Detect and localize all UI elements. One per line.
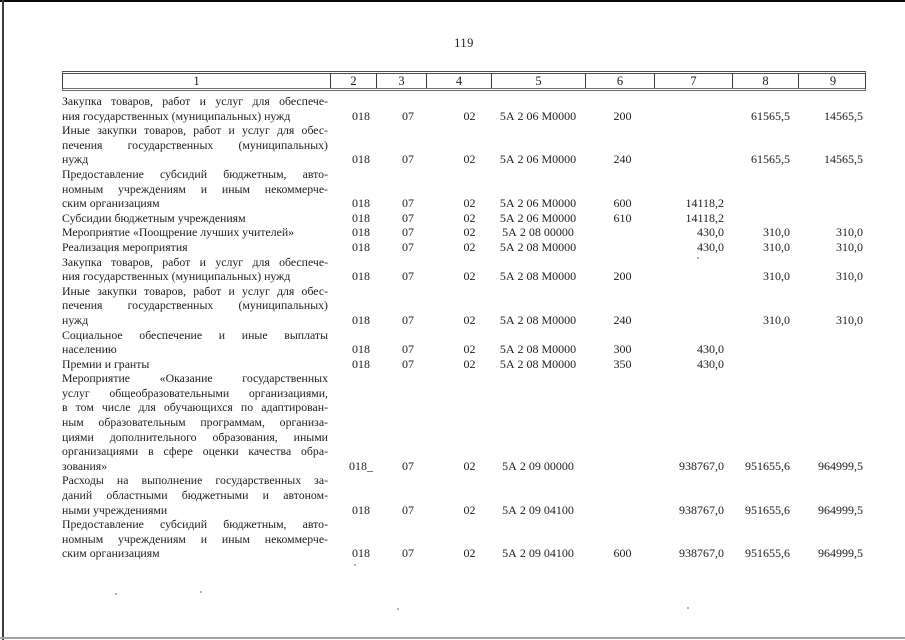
cell-c2: 018 [352, 108, 370, 123]
cell-c3: 07 [402, 342, 414, 357]
cell-c7: 430,0 [697, 225, 724, 240]
scan-speck [687, 607, 689, 609]
cell-c6: 200 [613, 269, 632, 284]
description-line: номным учреждениям и иным некоммерче- [62, 181, 328, 196]
header-cell-9: 9 [829, 74, 837, 88]
cell-c5: 5А 2 08 М0000 [499, 342, 577, 357]
header-cell-3: 3 [377, 74, 427, 88]
cell-description [62, 94, 330, 123]
description-line: Реализация мероприятия [62, 239, 188, 254]
header-cell-1: 1 [63, 74, 331, 88]
table-row [62, 284, 866, 328]
cell-c2: 018 [352, 210, 370, 225]
cell-c3: 07 [402, 225, 414, 240]
description-line: ными учреждениями [62, 502, 168, 517]
description-line: нужд [62, 312, 89, 327]
cell-c8: 310,0 [763, 239, 790, 254]
description-line: Расходы на выполнение государственных за- [62, 473, 328, 488]
description-line: ским организациям [62, 196, 160, 211]
cell-description [62, 240, 330, 255]
cell-c2: 018 [352, 356, 370, 371]
cell-c6: 350 [613, 356, 632, 371]
description-line: циями дополнительного образования, иными [62, 429, 328, 444]
description-line: нужд [62, 152, 89, 167]
page-number: 119 [454, 36, 474, 50]
cell-c4: 02 [463, 210, 476, 225]
cell-c8: 951655,6 [745, 458, 790, 473]
cell-c2: 018 [352, 152, 370, 167]
cell-description [62, 284, 330, 328]
cell-c9: 310,0 [836, 312, 863, 327]
cell-c3: 07 [402, 210, 414, 225]
cell-c9: 310,0 [836, 239, 863, 254]
cell-description [62, 167, 330, 211]
cell-c7: 938767,0 [679, 546, 724, 561]
scan-edge-left [2, 0, 4, 640]
cell-c2: 018 [352, 312, 370, 327]
scan-edge-top [0, 0, 905, 2]
table-row [62, 517, 866, 561]
cell-c6: 600 [613, 546, 632, 561]
description-line: Мероприятие «Поощрение лучших учителей» [62, 225, 295, 240]
scan-edge-bottom [0, 637, 905, 639]
cell-c3: 07 [402, 312, 414, 327]
description-line: зования» [62, 458, 108, 473]
scan-speck [697, 257, 699, 259]
cell-c9: 310,0 [836, 269, 863, 284]
description-line: Субсидии бюджетным учреждениям [62, 210, 246, 225]
cell-c9: 964999,5 [818, 458, 863, 473]
cell-c4: 02 [463, 342, 476, 357]
header-cell-5: 5 [492, 74, 586, 88]
description-line: номным учреждениям и иным некоммерче- [62, 531, 328, 546]
cell-c2: 018 [352, 546, 370, 561]
description-line: Социальное обеспечение и иные выплаты [62, 327, 328, 342]
budget-table [62, 71, 866, 561]
cell-c5: 5А 2 06 М0000 [499, 196, 577, 211]
cell-description [62, 371, 330, 473]
cell-c6: 610 [613, 210, 632, 225]
cell-c5: 5А 2 08 М0000 [499, 269, 577, 284]
cell-c4: 02 [463, 225, 476, 240]
scan-speck [115, 593, 117, 595]
cell-description [62, 225, 330, 240]
cell-c4: 02 [463, 502, 476, 517]
cell-c6: 240 [613, 152, 632, 167]
description-line: населению [62, 342, 117, 357]
table-row [62, 255, 866, 284]
cell-c7: 14118,2 [685, 210, 724, 225]
cell-c2: 018 [352, 225, 370, 240]
cell-c3: 07 [402, 458, 414, 473]
cell-c2: 018 [352, 502, 370, 517]
cell-c9: 964999,5 [818, 502, 863, 517]
table-row [62, 167, 866, 211]
description-line: печения государственных (муниципальных) [62, 298, 328, 313]
cell-c5: 5А 2 08 00000 [502, 225, 574, 240]
cell-c8: 310,0 [763, 312, 790, 327]
cell-c2: 018 [352, 269, 370, 284]
description-line: организациями в сфере оценки качества обра- [62, 444, 328, 459]
cell-c4: 02 [463, 239, 476, 254]
description-line: Иные закупки товаров, работ и услуг для обес- [62, 123, 328, 138]
cell-c3: 07 [402, 239, 414, 254]
cell-c9: 964999,5 [818, 546, 863, 561]
cell-c6: 240 [613, 312, 632, 327]
table-header-row [62, 71, 866, 91]
cell-c5: 5А 2 08 М0000 [499, 239, 577, 254]
cell-c2: 018 [352, 239, 370, 254]
table-row [62, 240, 866, 255]
cell-c6: 600 [613, 196, 632, 211]
description-line: Предоставление субсидий бюджетным, авто- [62, 517, 328, 532]
table-row [62, 94, 866, 123]
cell-c4: 02 [463, 152, 476, 167]
description-line: услуг общеобразовательными организациями, [62, 385, 328, 400]
cell-c4: 02 [463, 196, 476, 211]
cell-c8: 61565,5 [751, 152, 790, 167]
cell-c8: 61565,5 [751, 108, 790, 123]
cell-c9: 310,0 [836, 225, 863, 240]
table-row [62, 328, 866, 357]
cell-c4: 02 [463, 269, 476, 284]
cell-description [62, 357, 330, 372]
cell-c9: 14565,5 [824, 152, 863, 167]
cell-c5: 5А 2 06 М0000 [499, 108, 577, 123]
cell-c4: 02 [463, 108, 476, 123]
description-line: Закупка товаров, работ и услуг для обеспече- [62, 94, 328, 108]
cell-c6: 300 [613, 342, 632, 357]
header-cell-6: 6 [586, 74, 655, 88]
cell-description [62, 517, 330, 561]
scan-speck [200, 591, 202, 593]
table-body [62, 91, 866, 561]
cell-c2: 018 [352, 342, 370, 357]
cell-description [62, 255, 330, 284]
description-line: печения государственных (муниципальных) [62, 137, 328, 152]
description-line: ния государственных (муниципальных) нужд [62, 269, 291, 284]
cell-description [62, 123, 330, 167]
scan-speck [397, 608, 399, 610]
description-line: Иные закупки товаров, работ и услуг для обес- [62, 283, 328, 298]
header-cell-4: 4 [427, 74, 492, 88]
description-line: ским организациям [62, 546, 160, 561]
table-row [62, 473, 866, 517]
cell-c4: 02 [463, 312, 476, 327]
cell-c7: 430,0 [697, 342, 724, 357]
cell-description [62, 473, 330, 517]
cell-c6: 200 [613, 108, 632, 123]
cell-c7: 430,0 [697, 239, 724, 254]
cell-c4: 02 [463, 546, 476, 561]
cell-c5: 5А 2 06 М0000 [499, 152, 577, 167]
cell-c7: 430,0 [697, 356, 724, 371]
description-line: ния государственных (муниципальных) нужд [62, 108, 291, 123]
table-row [62, 123, 866, 167]
cell-c2: 018 [352, 196, 370, 211]
cell-c3: 07 [402, 108, 414, 123]
description-line: Закупка товаров, работ и услуг для обеспече- [62, 254, 328, 269]
cell-c3: 07 [402, 502, 414, 517]
description-line: Предоставление субсидий бюджетным, авто- [62, 166, 328, 181]
cell-c5: 5А 2 08 М0000 [499, 356, 577, 371]
cell-c8: 310,0 [763, 225, 790, 240]
cell-c8: 951655,6 [745, 546, 790, 561]
header-cell-7: 7 [655, 74, 733, 88]
cell-c4: 02 [463, 458, 476, 473]
header-cell-8: 8 [733, 74, 799, 88]
cell-c7: 14118,2 [685, 196, 724, 211]
cell-description [62, 211, 330, 226]
cell-c5: 5А 2 08 М0000 [499, 312, 577, 327]
cell-description [62, 328, 330, 357]
cell-c8: 310,0 [763, 269, 790, 284]
cell-c4: 02 [463, 356, 476, 371]
cell-c7: 938767,0 [679, 502, 724, 517]
header-cell-2: 2 [331, 74, 377, 88]
description-line: Мероприятие «Оказание государственных [62, 371, 328, 386]
cell-c3: 07 [402, 356, 414, 371]
cell-c7: 938767,0 [679, 458, 724, 473]
table-row [62, 211, 866, 226]
description-line: даний областными бюджетными и автоном- [62, 488, 328, 503]
cell-c3: 07 [402, 152, 414, 167]
description-line: Премии и гранты [62, 356, 150, 371]
table-row [62, 357, 866, 372]
scan-speck [354, 564, 356, 566]
table-row [62, 225, 866, 240]
cell-c3: 07 [402, 196, 414, 211]
cell-c5: 5А 2 09 04100 [502, 502, 574, 517]
cell-c9: 14565,5 [824, 108, 863, 123]
cell-c5: 5А 2 06 М0000 [499, 210, 577, 225]
description-line: в том числе для обучающихся по адаптирован- [62, 400, 328, 415]
cell-c5: 5А 2 09 00000 [502, 458, 574, 473]
table-row [62, 371, 866, 473]
description-line: ным образовательным программам, организа- [62, 415, 328, 430]
cell-c2: 018_ [349, 458, 373, 473]
cell-c8: 951655,6 [745, 502, 790, 517]
cell-c5: 5А 2 09 04100 [502, 546, 574, 561]
cell-c3: 07 [402, 546, 414, 561]
cell-c3: 07 [402, 269, 414, 284]
